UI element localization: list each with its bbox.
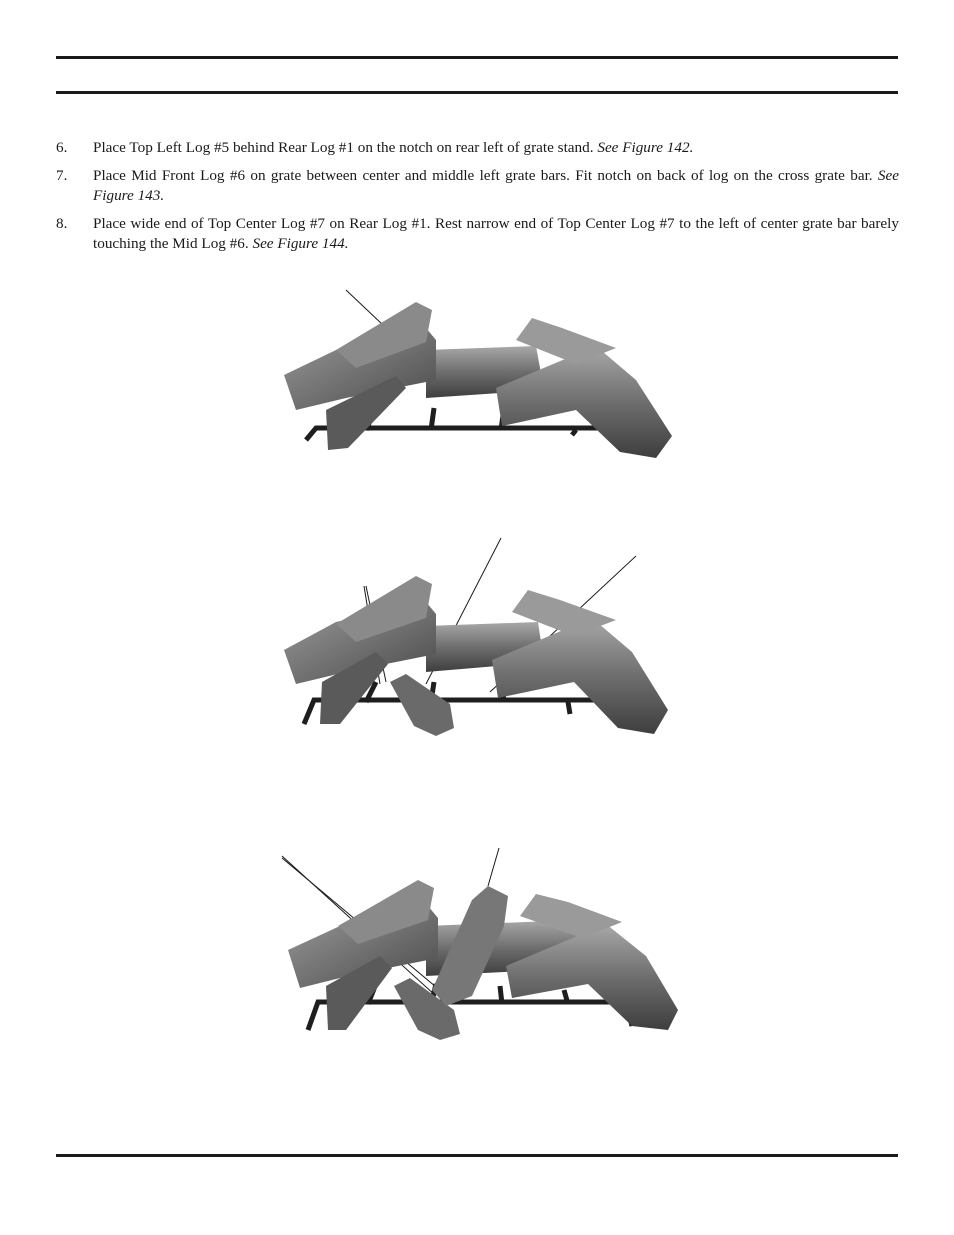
figure-142-log-set — [276, 280, 686, 465]
footer-rule — [56, 1154, 898, 1157]
mid-front-log — [390, 674, 454, 736]
figure-144-log-set — [276, 846, 686, 1046]
leader-line — [346, 290, 384, 326]
step-number: 7. — [56, 167, 68, 184]
step-number: 8. — [56, 215, 68, 232]
step-text: Place Top Left Log #5 behind Rear Log #1 on the notch on rear left of grate stand. — [93, 139, 598, 156]
leader-line — [488, 848, 499, 886]
figure-143-log-set — [276, 532, 686, 742]
header-rule-top — [56, 56, 898, 59]
step-text: Place wide end of Top Center Log #7 on Rear Log #1. Rest narrow end of Top Center Log #7 to the left of center grate bar barely touching the Mid Log #6. — [93, 215, 899, 252]
step-number: 6. — [56, 139, 68, 156]
figure-reference: See Figure 143. — [93, 167, 899, 204]
step-item — [56, 214, 899, 254]
step-item — [56, 166, 899, 206]
instruction-steps — [56, 138, 899, 262]
figure-reference: See Figure 144. — [252, 235, 349, 252]
step-item — [56, 138, 899, 158]
header-rule-bottom — [56, 91, 898, 94]
figure-reference: See Figure 142. — [597, 139, 694, 156]
step-text: Place Mid Front Log #6 on grate between center and middle left grate bars. Fit notch on back of log on the cross grate bar. — [93, 167, 878, 184]
